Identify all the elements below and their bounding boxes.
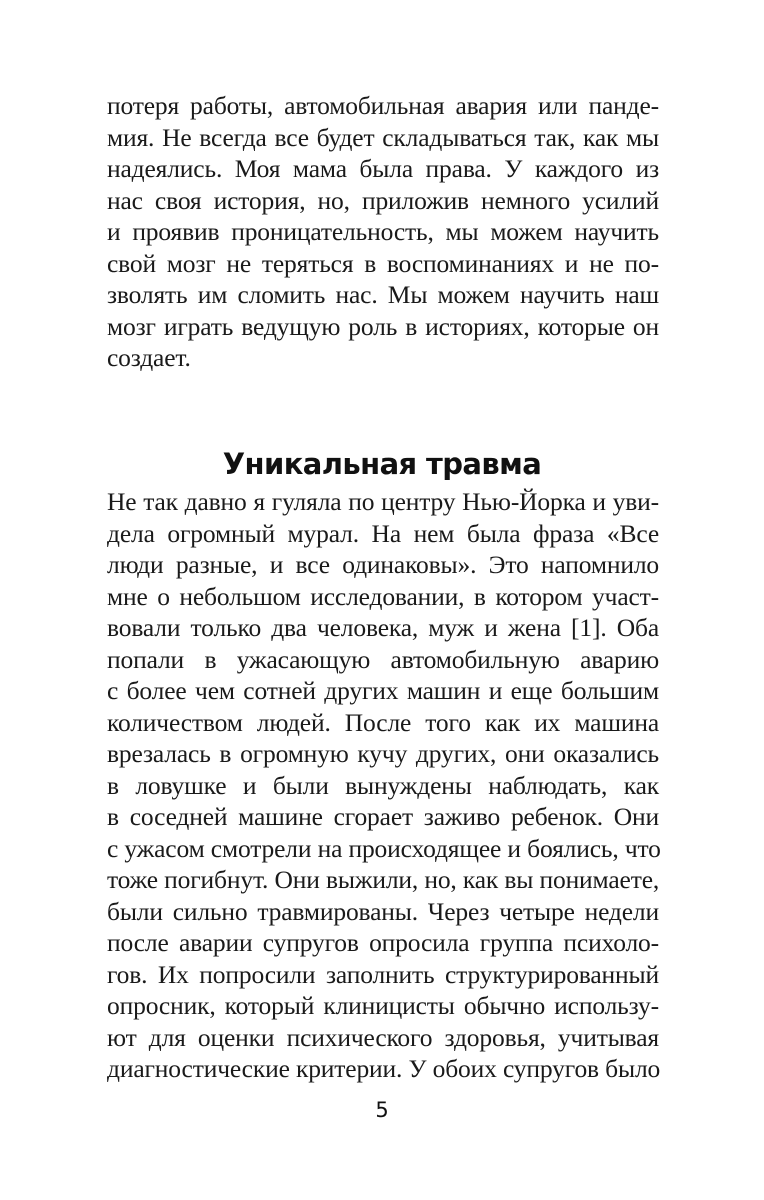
text-line: надеялись. Моя мама была права. У каждого из (107, 154, 659, 183)
text-line: гов. Их попросили заполнить структурированный (107, 959, 659, 989)
text-line: в ловушке и были вынуждены наблюдать, как (107, 770, 659, 800)
text-line: и проявив проницательность, мы можем научить (107, 217, 659, 246)
text-line: в соседней машине сгорает заживо ребенок. Они (107, 802, 659, 831)
text-line: диагностические критерии. У обоих супругов было (107, 1054, 661, 1083)
text-line: ют для оценки психического здоровья, учитывая (107, 1022, 659, 1052)
text-line: с ужасом смотрели на происходящее и боялись, что (107, 833, 661, 863)
paragraph-main (107, 486, 659, 1085)
text-line: создает. (107, 343, 191, 372)
paragraph-intro (107, 90, 659, 374)
text-line: врезалась в огромную кучу других, они оказались (107, 739, 659, 768)
text-line: опросник, который клиницисты обычно использу- (107, 991, 659, 1020)
text-line: тоже погибнут. Они выжили, но, как вы понимаете, (107, 865, 660, 894)
text-line: дела огромный мурал. На нем была фраза «Все (107, 518, 659, 548)
text-line: потеря работы, автомобильная авария или панде- (107, 91, 659, 120)
text-line: Не так давно я гуляла по центру Нью-Йорка и уви- (107, 487, 659, 516)
text-line: попали в ужасающую автомобильную аварию (107, 644, 659, 674)
text-line: после аварии супругов опросила группа психоло- (107, 928, 659, 957)
text-line: с более чем сотней других машин и еще большим (107, 676, 659, 705)
text-line: количеством людей. После того как их машина (107, 707, 659, 737)
text-line: люди разные, и все одинаковы». Это напомнило (107, 550, 659, 579)
text-line: зволять им сломить нас. Мы можем научить наш (107, 280, 659, 309)
section-heading: Уникальная травма (222, 447, 542, 482)
text-line: мия. Не всегда все будет складываться так, как мы (107, 122, 659, 152)
text-line: нас своя история, но, приложив немного усилий (107, 185, 659, 215)
text-line: мне о небольшом исследовании, в котором участ- (107, 581, 659, 611)
text-line: были сильно травмированы. Через четыре недели (107, 896, 659, 926)
page-number: 5 (375, 1098, 389, 1122)
text-line: свой мозг не теряться в воспоминаниях и не по- (107, 248, 659, 278)
text-line: вовали только два человека, муж и жена [1]. Оба (107, 613, 659, 642)
text-line: мозг играть ведущую роль в историях, которые он (107, 311, 659, 341)
